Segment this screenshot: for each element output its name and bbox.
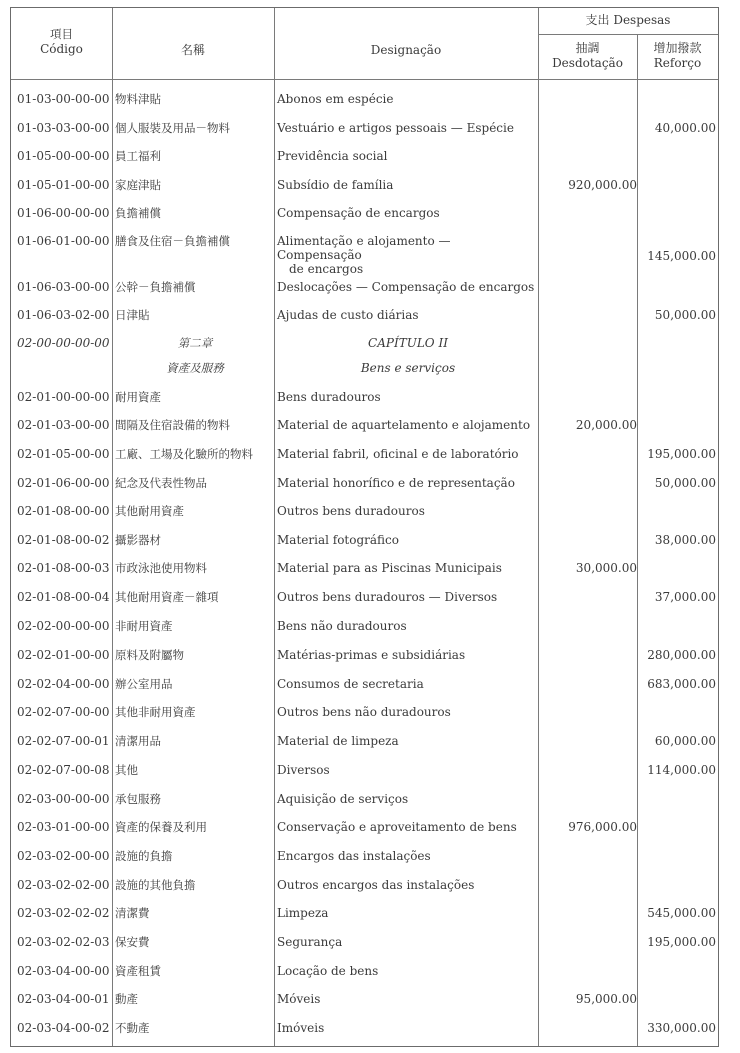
row-designation: Bens e serviços <box>360 361 456 375</box>
row-designation: Outros bens não duradouros <box>277 705 451 719</box>
row-code: 02-03-02-02-03 <box>17 935 110 949</box>
row-code: 02-02-07-00-08 <box>17 763 110 777</box>
header-reinforcement <box>637 41 718 71</box>
row-code: 02-01-08-00-04 <box>17 590 110 604</box>
row-code: 01-03-03-00-00 <box>17 121 110 135</box>
row-code: 02-03-04-00-01 <box>17 992 110 1006</box>
budget-table <box>10 7 719 1047</box>
row-designation: Abonos em espécie <box>277 92 394 106</box>
row-name-zh: 其他 <box>115 763 138 777</box>
row-designation: Subsídio de família <box>277 178 394 192</box>
row-code: 02-03-00-00-00 <box>17 792 110 806</box>
row-reinforcement: 545,000.00 <box>647 906 716 920</box>
row-name-zh: 辦公室用品 <box>115 677 173 691</box>
row-name-zh: 第二章 <box>177 336 213 350</box>
row-deduction: 95,000.00 <box>575 992 637 1006</box>
row-name-zh: 家庭津貼 <box>115 178 161 192</box>
header-divider <box>11 79 718 80</box>
row-name-zh: 資產及服務 <box>166 361 224 375</box>
row-code: 01-06-01-00-00 <box>17 234 110 248</box>
row-code: 02-01-08-00-00 <box>17 504 110 518</box>
row-name-zh: 資產的保養及利用 <box>115 820 207 834</box>
row-reinforcement: 40,000.00 <box>654 121 716 135</box>
row-code: 02-01-06-00-00 <box>17 476 110 490</box>
header-reinforcement-zh: 增加撥款 <box>653 41 702 55</box>
row-code: 01-06-03-00-00 <box>17 280 110 294</box>
row-code: 02-02-04-00-00 <box>17 677 110 691</box>
header-deduction <box>538 41 637 71</box>
row-name-zh: 紀念及代表性物品 <box>115 476 207 490</box>
row-code: 01-03-00-00-00 <box>17 92 110 106</box>
row-designation: Limpeza <box>277 906 329 920</box>
row-designation: Imóveis <box>277 1021 325 1035</box>
row-code: 02-03-02-02-02 <box>17 906 110 920</box>
row-designation-line: Alimentação e alojamento — Compensação <box>277 234 451 262</box>
column-divider <box>637 34 638 1046</box>
row-designation: Compensação de encargos <box>277 206 440 220</box>
row-name-zh: 清潔用品 <box>115 734 161 748</box>
row-designation: CAPÍTULO II <box>368 336 448 350</box>
row-designation: Material fotográfico <box>277 533 399 547</box>
row-name-zh: 攝影器材 <box>115 533 161 547</box>
row-reinforcement: 38,000.00 <box>654 533 716 547</box>
row-name-zh: 膳食及住宿－負擔補償 <box>115 234 230 248</box>
row-deduction: 30,000.00 <box>575 561 637 575</box>
row-designation: Material fabril, oficinal e de laboratório <box>277 447 519 461</box>
row-name-zh: 清潔費 <box>115 906 150 920</box>
row-name-zh: 其他耐用資產 <box>115 504 184 518</box>
row-code: 01-05-01-00-00 <box>17 178 110 192</box>
row-code: 02-02-07-00-01 <box>17 734 110 748</box>
row-designation: Outros bens duradouros — Diversos <box>277 590 498 604</box>
header-code-zh: 項目 <box>50 27 73 41</box>
row-name-zh: 日津貼 <box>115 308 150 322</box>
row-designation: Diversos <box>277 763 330 777</box>
row-deduction: 20,000.00 <box>575 418 637 432</box>
header-designation: Designação <box>370 43 442 57</box>
row-name-zh: 不動產 <box>115 1021 150 1035</box>
row-code: 02-01-08-00-02 <box>17 533 110 547</box>
row-designation: Segurança <box>277 935 343 949</box>
row-name-zh: 耐用資產 <box>115 390 161 404</box>
row-designation: Bens não duradouros <box>277 619 407 633</box>
row-name-zh: 非耐用資產 <box>115 619 173 633</box>
row-code: 02-01-00-00-00 <box>17 390 110 404</box>
row-designation: Móveis <box>277 992 321 1006</box>
row-designation: Outros encargos das instalações <box>277 878 475 892</box>
row-name-zh: 負擔補償 <box>115 206 161 220</box>
row-name-zh: 員工福利 <box>115 149 161 163</box>
row-designation: Matérias-primas e subsidiárias <box>277 648 466 662</box>
row-reinforcement: 280,000.00 <box>647 648 716 662</box>
row-name-zh: 物料津貼 <box>115 92 161 106</box>
row-designation: Material de limpeza <box>277 734 399 748</box>
row-designation-line: de encargos <box>289 262 364 276</box>
row-code: 01-06-03-02-00 <box>17 308 110 322</box>
row-name-zh: 市政泳池使用物料 <box>115 561 207 575</box>
row-name-zh: 動產 <box>115 992 138 1006</box>
row-designation <box>277 234 539 276</box>
row-code: 02-02-00-00-00 <box>17 619 110 633</box>
row-deduction: 976,000.00 <box>568 820 637 834</box>
row-designation: Deslocações — Compensação de encargos <box>277 280 535 294</box>
row-designation: Consumos de secretaria <box>277 677 424 691</box>
row-name-zh: 資產租賃 <box>115 964 161 978</box>
row-designation: Locação de bens <box>277 964 379 978</box>
row-code: 02-02-01-00-00 <box>17 648 110 662</box>
row-designation: Ajudas de custo diárias <box>277 308 419 322</box>
header-deduction-pt: Desdotação <box>552 56 623 70</box>
row-name-zh: 公幹－負擔補償 <box>115 280 196 294</box>
row-code: 02-03-04-00-00 <box>17 964 110 978</box>
header-expenses: 支出 Despesas <box>585 13 671 27</box>
row-name-zh: 原料及附屬物 <box>115 648 184 662</box>
row-designation: Outros bens duradouros <box>277 504 425 518</box>
row-designation: Vestuário e artigos pessoais — Espécie <box>277 121 514 135</box>
row-name-zh: 個人服裝及用品－物料 <box>115 121 230 135</box>
row-designation: Material honorífico e de representação <box>277 476 515 490</box>
row-reinforcement: 50,000.00 <box>654 308 716 322</box>
row-code: 02-03-02-02-00 <box>17 878 110 892</box>
row-name-zh: 保安費 <box>115 935 150 949</box>
row-designation: Aquisição de serviços <box>277 792 409 806</box>
header-deduction-zh: 抽調 <box>575 41 600 55</box>
row-reinforcement: 195,000.00 <box>647 935 716 949</box>
row-code: 02-01-08-00-03 <box>17 561 110 575</box>
row-designation: Encargos das instalações <box>277 849 431 863</box>
row-code: 02-01-03-00-00 <box>17 418 110 432</box>
row-designation: Material para as Piscinas Municipais <box>277 561 502 575</box>
row-name-zh: 其他耐用資產－雜項 <box>115 590 219 604</box>
row-reinforcement: 60,000.00 <box>654 734 716 748</box>
header-divider <box>538 34 718 35</box>
header-code <box>11 27 112 57</box>
row-reinforcement: 37,000.00 <box>654 590 716 604</box>
row-designation: Bens duradouros <box>277 390 381 404</box>
header-name-zh: 名稱 <box>180 43 205 57</box>
row-designation: Previdência social <box>277 149 388 163</box>
row-code: 02-03-04-00-02 <box>17 1021 110 1035</box>
header-code-pt: Código <box>40 42 83 56</box>
row-reinforcement: 114,000.00 <box>647 763 716 777</box>
header-reinforcement-pt: Reforço <box>653 56 702 70</box>
row-reinforcement: 195,000.00 <box>647 447 716 461</box>
row-designation: Material de aquartelamento e alojamento <box>277 418 531 432</box>
row-name-zh: 設施的負擔 <box>115 849 173 863</box>
row-name-zh: 間隔及住宿設備的物料 <box>115 418 230 432</box>
row-name-zh: 承包服務 <box>115 792 161 806</box>
row-code: 02-03-01-00-00 <box>17 820 110 834</box>
row-code: 02-00-00-00-00 <box>17 336 110 350</box>
row-designation: Conservação e aproveitamento de bens <box>277 820 517 834</box>
row-name-zh: 工廠、工場及化驗所的物料 <box>115 447 253 461</box>
row-name-zh: 設施的其他負擔 <box>115 878 196 892</box>
row-deduction: 920,000.00 <box>568 178 637 192</box>
row-reinforcement: 330,000.00 <box>647 1021 716 1035</box>
row-code: 01-05-00-00-00 <box>17 149 110 163</box>
row-reinforcement: 145,000.00 <box>647 249 716 263</box>
row-reinforcement: 50,000.00 <box>654 476 716 490</box>
row-code: 02-02-07-00-00 <box>17 705 110 719</box>
row-code: 02-03-02-00-00 <box>17 849 110 863</box>
row-reinforcement: 683,000.00 <box>647 677 716 691</box>
row-code: 02-01-05-00-00 <box>17 447 110 461</box>
row-code: 01-06-00-00-00 <box>17 206 110 220</box>
row-name-zh: 其他非耐用資產 <box>115 705 196 719</box>
